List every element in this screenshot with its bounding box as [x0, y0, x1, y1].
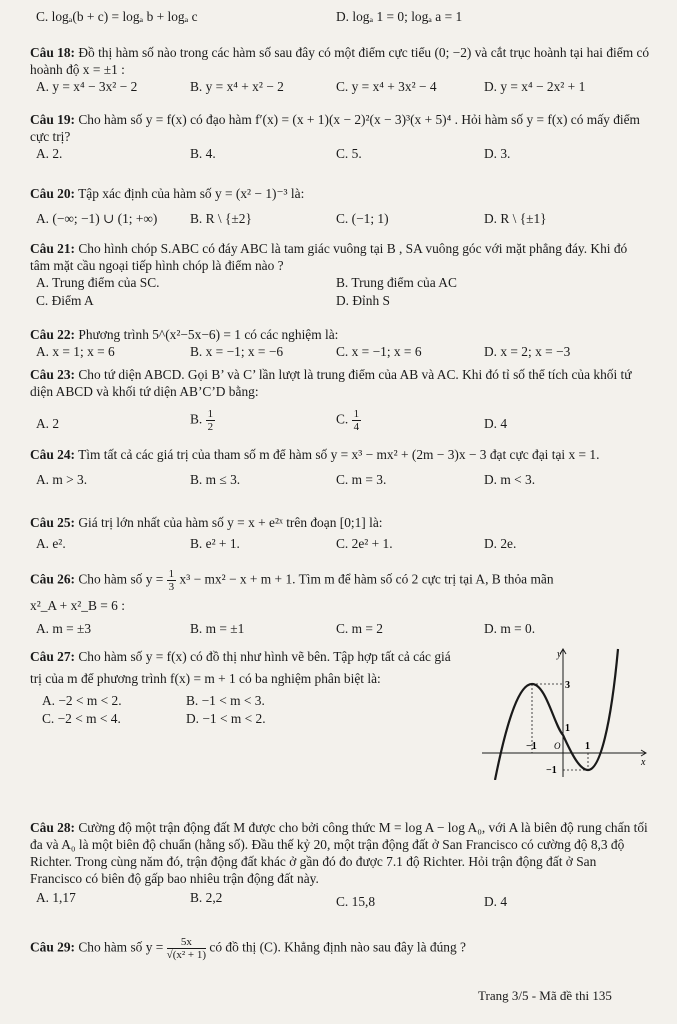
option-d: D. 4 [484, 416, 508, 431]
denominator: 4 [353, 421, 360, 433]
option-c: C. 15,8 [336, 894, 376, 909]
axes [482, 649, 646, 777]
option-a: A. e². [36, 536, 66, 551]
question-22 [30, 326, 650, 361]
option-d: D. logₐ 1 = 0; logₐ a = 1 [336, 9, 463, 24]
fraction [167, 936, 206, 961]
question-number: Câu 22: [30, 327, 76, 342]
question-number: Câu 28: [30, 820, 76, 835]
option-d: D. 3. [484, 146, 511, 161]
x-axis-label: x [641, 757, 646, 768]
option-d: D. −1 < m < 2. [186, 711, 266, 726]
option-a: A. 2 [36, 416, 60, 431]
option-d: D. 2e. [484, 536, 517, 551]
option-b: B. 2,2 [190, 890, 223, 905]
question-text: Cho hàm số y = f(x) có đạo hàm f′(x) = (x + 1)(x − 2)²(x − 3)³(x + 5)⁴ . Hỏi hàm số y = f(x) có mấy điểm cực trị? [30, 112, 640, 144]
option-b: B. Trung điểm của AC [336, 275, 457, 290]
fraction [352, 408, 362, 433]
option-a: A. −2 < m < 2. [42, 693, 122, 708]
condition: x²_A + x²_B = 6 : [30, 598, 125, 613]
option-b: B. R \ {±2} [190, 211, 252, 226]
option-c: C. y = x⁴ + 3x² − 4 [336, 79, 437, 94]
numerator: 5x [167, 936, 206, 949]
question-number: Câu 26: [30, 571, 76, 587]
option-c: C. m = 3. [336, 472, 387, 487]
option-a: A. (−∞; −1) ∪ (1; +∞) [36, 211, 158, 226]
fraction [206, 408, 216, 433]
option-c: C. x = −1; x = 6 [336, 344, 422, 359]
question-28 [30, 819, 650, 907]
y-label-1: 1 [565, 723, 570, 734]
y-label-neg1: −1 [546, 765, 557, 776]
option-a: A. 2. [36, 146, 63, 161]
option-d: D. 4 [484, 894, 508, 909]
curve [495, 649, 618, 780]
question-text-cont: x³ − mx² − x + m + 1. Tìm m để hàm số có 2 cực trị tại A, B thỏa mãn [179, 571, 554, 587]
option-c: C. 5. [336, 146, 362, 161]
question-number: Câu 18: [30, 45, 76, 60]
option-c [336, 408, 361, 433]
option-d: D. y = x⁴ − 2x² + 1 [484, 79, 586, 94]
option-d: D. Đỉnh S [336, 293, 390, 308]
question-text: Giá trị lớn nhất của hàm số y = x + e²ˣ trên đoạn [0;1] là: [78, 515, 383, 530]
option-c: C. Điểm A [36, 293, 94, 308]
option-b: B. m = ±1 [190, 621, 245, 636]
question-number: Câu 27: [30, 649, 76, 664]
guide-lines [532, 684, 588, 770]
numerator: 1 [207, 408, 214, 420]
question-text: Cường độ một trận động đất M được cho bởi công thức M = log A − log A₀, với A là biên độ rung chấn tối đa và A₀ là một biên độ chuẩn (hằng số). Đầu thế kỷ 20, một trận động đất ở San Francisco có cường độ 8,3 độ Richter. Trong cùng năm đó, trận động đất khác ở gần đó đo được 7.1 độ Richter. Hỏi trận động đất ở San Francisco có biên độ gấp bao nhiêu trận động đất này. [30, 820, 648, 886]
question-text: Cho hình chóp S.ABC có đáy ABC là tam giác vuông tại B , SA vuông góc với mặt phẳng đáy. Khi đó tâm mặt cầu ngoại tiếp hình chóp là điểm nào ? [30, 241, 628, 273]
denominator: 3 [168, 581, 175, 593]
option-b: B. y = x⁴ + x² − 2 [190, 79, 284, 94]
numerator: 1 [353, 408, 360, 420]
option-b: B. 4. [190, 146, 216, 161]
question-number: Câu 23: [30, 367, 76, 382]
option-d: D. m = 0. [484, 621, 536, 636]
option-a: A. 1,17 [36, 890, 76, 905]
option-a: A. m > 3. [36, 472, 88, 487]
origin-label: O [554, 741, 561, 751]
question-text: Cho hàm số y = [78, 571, 164, 587]
question-text: Tìm tất cả các giá trị của tham số m để hàm số y = x³ − mx² + (2m − 3)x − 3 đạt cực đại tại x = 1. [78, 447, 600, 462]
option-b: B. e² + 1. [190, 536, 240, 551]
question-29 [30, 936, 650, 961]
question-21 [30, 240, 650, 310]
question-number: Câu 19: [30, 112, 76, 127]
question-19 [30, 111, 650, 163]
option-c: C. logₐ(b + c) = logₐ b + logₐ c [36, 9, 198, 24]
option-c: C. m = 2 [336, 621, 383, 636]
option-a: A. x = 1; x = 6 [36, 344, 115, 359]
option-a: A. Trung điểm của SC. [36, 275, 160, 290]
question-27 [30, 646, 460, 726]
question-text: Cho hàm số y = f(x) có đồ thị như hình vẽ bên. Tập hợp tất cả các giá trị của m để phương trình f(x) = m + 1 có ba nghiệm phân biệt là: [30, 649, 451, 686]
question-text: Cho tứ diện ABCD. Gọi B’ và C’ lần lượt là trung điểm của AB và AC. Khi đó tỉ số thể tích của khối tứ diện ABCD và khối tứ diện AB’C’D bằng: [30, 367, 632, 399]
y-label-3: 3 [565, 680, 570, 691]
option-a: A. y = x⁴ − 3x² − 2 [36, 79, 138, 94]
y-axis-label: y [557, 649, 562, 660]
page-footer: Trang 3/5 - Mã đề thi 135 [478, 988, 612, 1003]
question-number: Câu 20: [30, 186, 76, 201]
option-b: B. m ≤ 3. [190, 472, 241, 487]
question-number: Câu 29: [30, 939, 76, 955]
option-d: D. m < 3. [484, 472, 536, 487]
question-25 [30, 514, 650, 553]
denominator: 2 [207, 421, 214, 433]
question-text: Phương trình 5^(x²−5x−6) = 1 có các nghiệm là: [78, 327, 339, 342]
question-number: Câu 24: [30, 447, 76, 462]
numerator: 1 [168, 568, 175, 580]
denominator: √(x² + 1) [166, 949, 207, 961]
option-d: D. R \ {±1} [484, 211, 547, 226]
question-text-cont: có đồ thị (C). Khẳng định nào sau đây là đúng ? [209, 939, 466, 955]
option-c: C. 2e² + 1. [336, 536, 393, 551]
question-18 [30, 44, 650, 96]
option-c: C. −2 < m < 4. [42, 711, 121, 726]
question-24 [30, 446, 650, 489]
option-d: D. x = 2; x = −3 [484, 344, 571, 359]
question-20 [30, 185, 650, 228]
option-b: B. x = −1; x = −6 [190, 344, 284, 359]
question-text: Đồ thị hàm số nào trong các hàm số sau đây có một điểm cực tiểu (0; −2) và cắt trục hoành tại hai điểm có hoành độ x = ±1 : [30, 45, 650, 77]
question-number: Câu 25: [30, 515, 76, 530]
option-b [190, 408, 215, 433]
option-a: A. m = ±3 [36, 621, 92, 636]
question-26 [30, 568, 650, 638]
option-c-label: C. [336, 411, 349, 427]
x-label-1: 1 [585, 741, 590, 752]
option-b-label: B. [190, 411, 203, 427]
question-23 [30, 366, 650, 438]
fraction [167, 568, 177, 593]
question-17-tail [30, 8, 650, 26]
function-graph [478, 645, 650, 780]
question-number: Câu 21: [30, 241, 76, 256]
x-label-neg1: −1 [526, 741, 537, 752]
question-text: Tập xác định của hàm số y = (x² − 1)⁻³ là: [78, 186, 305, 201]
option-c: C. (−1; 1) [336, 211, 389, 226]
option-b: B. −1 < m < 3. [186, 693, 265, 708]
question-text: Cho hàm số y = [78, 939, 164, 955]
